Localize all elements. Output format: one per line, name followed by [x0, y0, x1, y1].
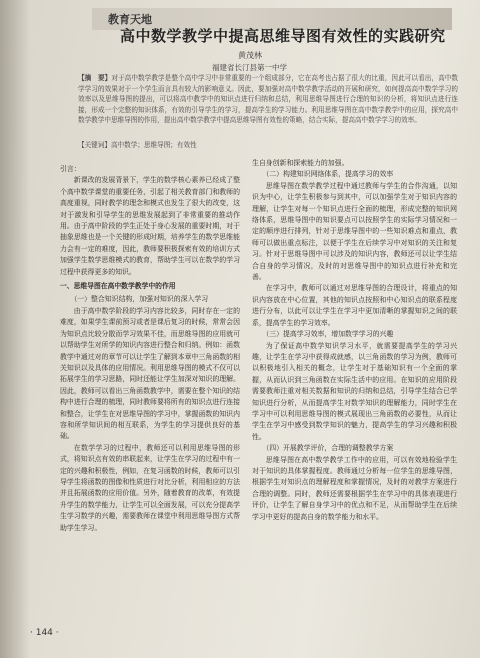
article-author: 黄茂林: [238, 51, 262, 60]
column-title: 教育天地: [108, 13, 152, 26]
body-paragraph: 新课改的发展背景下，学生的数学核心素养已经成了整个高中数学课堂的重要任务，引起了相关教育部门和教师的高度重视，同时教学的理念和模式也发生了很大的改变，这对于激发和引导学生的思维发展起到了非常重要的推动作用。由于高中阶段的学生正处于身心发展的重要时期，对于抽象思维也是一个关键的形成时期，培养学生的数学思维能力会有一定的难度，因此，教师要积极探索有效的培训方式加强学生数学思维模式的教育，帮助学生可以在数学的学习过程中获得更多的知识。: [60, 176, 240, 276]
abstract: [78, 73, 458, 126]
page-number: · 144 ·: [30, 628, 59, 638]
section-heading: 一、思维导图在高中数学教学中的作用: [60, 282, 176, 291]
keywords: [78, 139, 458, 149]
body-paragraph: 引言：: [60, 165, 81, 173]
article-title: 高中数学教学中提高思维导图有效性的实践研究: [120, 27, 446, 45]
body-paragraph: 为了保证高中数学知识学习水平，就需要提高学生的学习兴趣，让学生在学习中获得成就感，以三角函数的学习为例，教师可以积极地引入相关的概念，让学生对于基础知识有一个全面的掌握，从而认识到三角函数在实际生活中的应用。在知识的应用阶段需要教师注重对相关数据和知识的归纳和总结，引导学生结合已学知识进行分析，从而提高学生对数学知识的理解能力，同时学生在学习中可以利用思维导图的模式展现出三角函数的必要性，从而让学生在学习中感受到数学知识的魅力，提高学生的学习兴趣和积极性。: [252, 341, 457, 441]
right-column: [252, 158, 457, 523]
left-column: [60, 164, 240, 534]
body-paragraph: 在学习中，教师可以通过对思维导图的合理设计，将重点的知识内容放在中心位置，其他的知识点按照和中心知识点的联系程度进行分布，以此可以让学生在学习中更加清晰的掌握知识之间的联系，提高学生的学习效率。: [252, 284, 457, 327]
subsection-heading: （三）提高学习效率，增加数学学习的兴趣: [262, 330, 394, 339]
body-paragraph: 由于高中数学阶段的学习内容比较多，同时存在一定的难度，如果学生课前预习或者是课后复习的时候，常常会因为知识点比较分散而学习效果不佳，而思维导图的应用就可以帮助学生对所学的知识内容进行整合和归纳。例如：函数教学中通过对的章节可以让学生了解到本章中三角函数的相关知识以及具体的应用情况。利用思维导图的模式不仅可以拓展学生的学习思路，同时还能让学生加深对知识的理解。因此，教师可以看出三角函数教学中，需要在整个知识的结构中进行合理的梳理，同时教师要将所有的知识点进行连接和整合，让学生在对思维导图的学习中，掌握函数的知识内容和所学知识间的相互联系，为学生的学习提供良好的基础。: [60, 306, 240, 441]
keywords-label: 【关键词】: [78, 141, 111, 149]
article-affiliation: 福建省长汀县第一中学: [212, 63, 287, 72]
abstract-label: 【摘 要】: [78, 74, 112, 82]
body-paragraph: 思维导图在数学教学过程中通过教师与学生的合作沟通，以知识为中心，让学生积极参与到其中，可以加强学生对于知识内容的理解，让学生对每一个知识点进行全面的梳理，形成完整的知识网络体系，思维导图中的知识要点可以按照学生的实际学习情况和一定的顺序进行排列，针对于思维导图中的一些知识难点和重点，教师可以做出重点标注，以便于学生在后续学习中对知识的关注和复习。针对于思维导图中可以涉及的知识内容，教师还可以让学生结合自身的学习情况，及时的对思维导图中的知识点进行补充和完善。: [252, 181, 457, 282]
page-gutter-shadow: [0, 0, 30, 658]
body-paragraph: 生自身创新和探索能力的加强。: [252, 159, 349, 167]
subsection-heading: （二）构建知识网络体系，提高学习的效率: [262, 170, 394, 179]
body-paragraph: 思维导图在高中数学教学工作中的应用，可以有效地检验学生对于知识的具体掌握程度。教师通过分析每一位学生的思维导图，根据学生对知识点的理解程度和掌握情况，及时的对教学方案进行合理的调整。同时，教师还需要根据学生在学习中的具体表现进行评价，让学生了解自身学习中的优点和不足，从而帮助学生在后续学习中更好的提高自身的数学能力和水平。: [252, 455, 457, 521]
abstract-text: 对于高中数学教学是整个高中学习中非常重要的一个组成部分，它在高考也占据了很大的比重，因此可以看出，高中数学学习的效果对于一个学生而言具有较大的影响意义。因此，要加强对高中数学教学活动的开展和研究，如何提高高中数学学习的效率以及思维导图的提出，可以将高中教学中的知识点进行归纳和总结，利用思维导图进行合理的知识的分析，将知识点进行连接，形成一个完整的知识体系，有效的引导学生的学习，提高学生的学习能力。利用思维导图在高中数学教学中的应用，探究高中数学教学中思维导图的作用，提出高中数学教学中提高思维导图有效性的策略，结合实际，提高高中数学学习的效率。: [78, 74, 459, 125]
subsection-heading: （一）整合知识结构，加强对知识的深入学习: [70, 295, 209, 304]
body-paragraph: 在数学学习的过程中，教师还可以利用思维导图的形式，将知识点有效的串联起来，让学生在学习的过程中有一定的兴趣和积极性，例如，在复习函数的时候，教师可以引导学生将函数的图像和性质进行对比分析，利用相应的方法并且拓展函数的应用价值。另外，随着教育的改革，有效提升学生的数学能力，让学生可以全面发展，可以充分提高学生学习数学的兴趣，需要教师在课堂中利用思维导图方式帮助学生学习。: [60, 443, 240, 532]
subsection-heading: （四）开展教学评价，合理的调整教学方案: [262, 444, 394, 453]
keywords-text: 高中数学；思维导图；有效性: [110, 141, 197, 149]
